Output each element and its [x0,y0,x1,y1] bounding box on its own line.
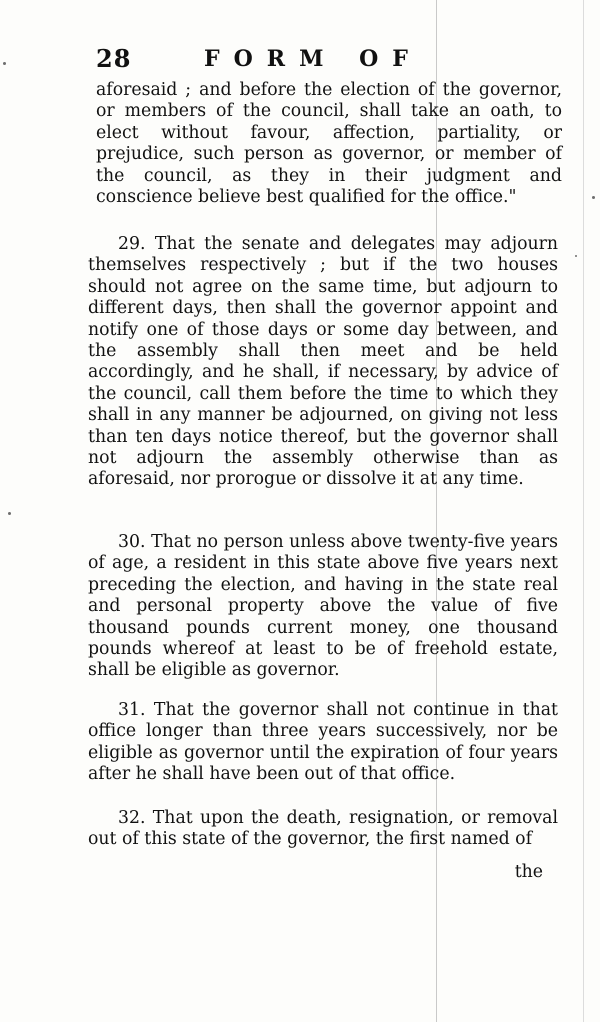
page-header [96,44,566,78]
continued-text: aforesaid ; and before the election of the governor, or members of the council, shall take an oath, to elect without favour, affection, partiality, or prejudice, such person as governor, or member of the council, as they in their judgment and conscience believe best qualified for the office." [96,80,562,208]
print-speck [592,196,595,199]
article-text: That the senate and delegates may adjourn themselves respectively ; but if the two houses should not agree on the same time, but adjourn to different days, then shall the governor appoint and notify one of those days or some day between, and the assembly shall then meet and be held accordingly, and he shall, if necessary, by advice of the council, call them before the time to which they shall in any manner be adjourned, on giving not less than ten days notice thereof, but the governor shall not adjourn the assembly otherwise than as aforesaid, nor prorogue or dissolve it at any time. [88,234,558,490]
article-text: That the governor shall not continue in that office longer than three years successively, nor be eligible as governor until the expiration of four years after he shall have been out of that office. [88,700,558,785]
article-text: That no person unless above twenty-five years of age, a resident in this state above five years next preceding the election, and having in the state real and personal property above the value of five thousand pounds current money, one thousand pounds whereof at least to be of freehold estate, shall be eligible as governor. [88,532,558,681]
article-number: 30. [118,532,146,552]
article-30 [88,532,558,682]
catchword-line [88,862,543,882]
article-paragraph [88,234,558,491]
continued-paragraph [96,80,562,208]
article-number: 32. [118,808,146,828]
article-29 [88,234,558,491]
print-speck [8,512,11,515]
article-32 [88,808,558,851]
article-paragraph [88,700,558,786]
print-speck [3,62,6,65]
article-31 [88,700,558,786]
article-number: 29. [118,234,146,254]
running-head: FORM OF [204,46,422,72]
article-paragraph [88,808,558,851]
page-edge-line [583,0,584,1022]
article-text: That upon the death, resignation, or removal out of this state of the governor, the first named of [88,808,559,850]
article-paragraph [88,532,558,682]
print-speck [575,255,577,257]
page-number: 28 [96,44,132,73]
article-number: 31. [118,700,146,720]
catchword: the [514,862,543,882]
